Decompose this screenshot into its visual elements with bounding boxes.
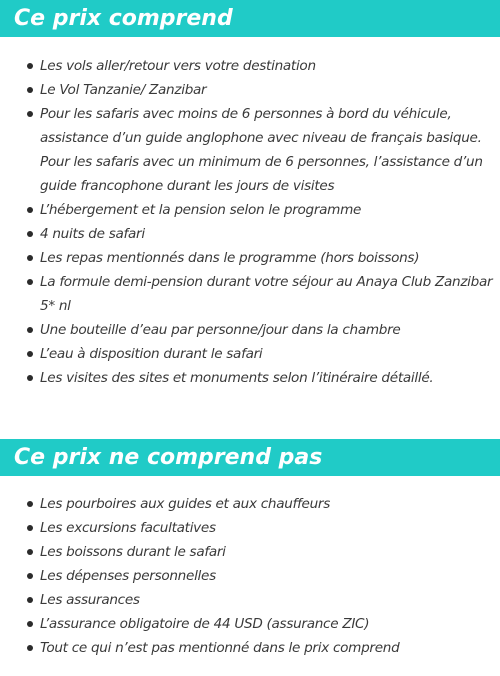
list-item bbox=[0, 246, 500, 270]
bullet-icon bbox=[27, 351, 33, 357]
bullet-icon bbox=[27, 525, 33, 531]
bullet-icon bbox=[27, 279, 33, 285]
list-item bbox=[0, 612, 500, 636]
list-item-text: Les visites des sites et monuments selon l’itinéraire détaillé. bbox=[40, 370, 434, 386]
excludes-title: Ce prix ne comprend pas bbox=[14, 445, 323, 470]
list-item-text: Les boissons durant le safari bbox=[40, 544, 226, 560]
list-item bbox=[0, 54, 500, 78]
list-item bbox=[0, 588, 500, 612]
list-item bbox=[0, 318, 500, 342]
list-item-text: Les pourboires aux guides et aux chauffeurs bbox=[40, 496, 330, 512]
excludes-header bbox=[0, 439, 500, 476]
list-item-text: Les vols aller/retour vers votre destination bbox=[40, 58, 316, 74]
list-item-text: Les assurances bbox=[40, 592, 140, 608]
list-item-text: Les repas mentionnés dans le programme (hors boissons) bbox=[40, 250, 420, 266]
list-item bbox=[0, 540, 500, 564]
bullet-icon bbox=[27, 375, 33, 381]
list-item bbox=[0, 270, 500, 318]
list-item-text: Tout ce qui n’est pas mentionné dans le prix comprend bbox=[40, 640, 400, 656]
bullet-icon bbox=[27, 573, 33, 579]
list-item-text: 4 nuits de safari bbox=[40, 226, 145, 242]
list-item-text: Les dépenses personnelles bbox=[40, 568, 216, 584]
list-item-text: Pour les safaris avec moins de 6 personnes à bord du véhicule, assistance d’un guide anglophone avec niveau de français basique. Pour les safaris avec un minimum de 6 personnes, l’assistance d’un guide francophone durant les jours de visites bbox=[40, 106, 483, 194]
list-item bbox=[0, 198, 500, 222]
bullet-icon bbox=[27, 645, 33, 651]
bullet-icon bbox=[27, 231, 33, 237]
bullet-icon bbox=[27, 597, 33, 603]
bullet-icon bbox=[27, 621, 33, 627]
bullet-icon bbox=[27, 63, 33, 69]
list-item-text: L’eau à disposition durant le safari bbox=[40, 346, 263, 362]
includes-list bbox=[0, 54, 500, 390]
list-item-text: Le Vol Tanzanie/ Zanzibar bbox=[40, 82, 207, 98]
bullet-icon bbox=[27, 501, 33, 507]
list-item-text: Une bouteille d’eau par personne/jour dans la chambre bbox=[40, 322, 401, 338]
includes-title: Ce prix comprend bbox=[14, 6, 233, 31]
list-item bbox=[0, 342, 500, 366]
list-item-text: L’hébergement et la pension selon le programme bbox=[40, 202, 362, 218]
bullet-icon bbox=[27, 327, 33, 333]
list-item-text: La formule demi-pension durant votre séjour au Anaya Club Zanzibar 5* nl bbox=[40, 274, 493, 314]
list-item bbox=[0, 102, 500, 198]
list-item-text: Les excursions facultatives bbox=[40, 520, 216, 536]
list-item bbox=[0, 366, 500, 390]
bullet-icon bbox=[27, 111, 33, 117]
list-item bbox=[0, 636, 500, 660]
bullet-icon bbox=[27, 207, 33, 213]
bullet-icon bbox=[27, 549, 33, 555]
excludes-list bbox=[0, 492, 500, 660]
bullet-icon bbox=[27, 87, 33, 93]
list-item bbox=[0, 564, 500, 588]
list-item bbox=[0, 516, 500, 540]
list-item bbox=[0, 492, 500, 516]
list-item bbox=[0, 78, 500, 102]
bullet-icon bbox=[27, 255, 33, 261]
list-item bbox=[0, 222, 500, 246]
list-item-text: L’assurance obligatoire de 44 USD (assurance ZIC) bbox=[40, 616, 370, 632]
includes-header bbox=[0, 0, 500, 37]
